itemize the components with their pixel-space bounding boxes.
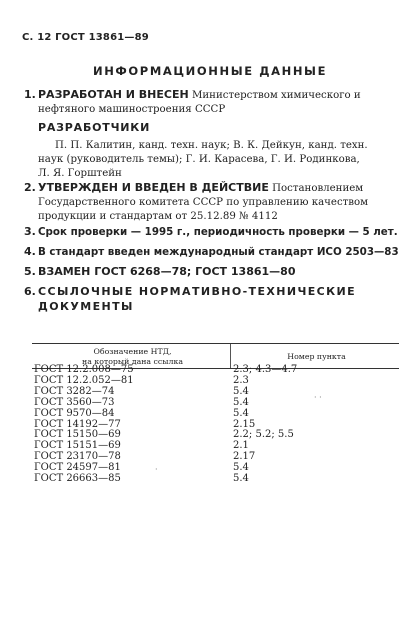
section-number: 4. [24, 245, 36, 258]
table-cell-item: 5.4 [233, 407, 249, 419]
page-title: ИНФОРМАЦИОННЫЕ ДАННЫЕ [92, 64, 328, 78]
section-lead: ССЫЛОЧНЫЕ НОРМАТИВНО-ТЕХНИЧЕСКИЕ ДОКУМЕНТЫ [38, 285, 357, 313]
section-1 [24, 88, 399, 117]
item-column [233, 365, 297, 485]
table-cell-doc: ГОСТ 15151—69 [34, 440, 121, 452]
section-5 [24, 265, 399, 280]
developers-line: П. П. Калитин, канд. техн. наук; В. К. Дейкун, канд. техн. [55, 140, 368, 151]
section-6 [24, 285, 399, 315]
section-number: 5. [24, 265, 36, 278]
section-number: 3. [24, 225, 36, 238]
table-cell-item: 2.17 [233, 451, 256, 463]
scan-speck: · [155, 465, 158, 474]
table-cell-item: 2.15 [233, 418, 256, 430]
table-cell-doc: ГОСТ 24597—81 [34, 462, 121, 474]
page-number: С. 12 [22, 32, 52, 43]
section-2 [24, 181, 399, 224]
table-cell-doc: ГОСТ 12.2.008—75 [34, 364, 134, 375]
section-text: Постановлением Государственного комитета СССР по управлению качеством продукции и стандартам от 25.12.89 № 4112 [38, 183, 369, 222]
table-cell-item: 2.3 [233, 374, 249, 386]
section-number: 1. [24, 88, 36, 101]
table-cell-item: 2.1 [233, 440, 249, 452]
section-text: В стандарт введен международный стандарт ИСО 2503—83 [38, 246, 399, 258]
developers-line: наук (руководитель темы); Г. И. Карасева, Г. И. Родинкова, [38, 154, 360, 165]
page-header [22, 31, 149, 43]
developers-list [38, 139, 400, 181]
developers-line: Л. Я. Горштейн [38, 168, 122, 179]
table-cell-doc: ГОСТ 23170—78 [34, 451, 121, 463]
section-lead: РАЗРАБОТАН И ВНЕСЕН [38, 88, 189, 101]
document-column [34, 365, 134, 485]
developers-heading: РАЗРАБОТЧИКИ [38, 121, 151, 134]
table-cell-doc: ГОСТ 26663—85 [34, 473, 121, 485]
standard-code: ГОСТ 13861—89 [55, 32, 149, 43]
table-cell-item: 2.3; 4.3—4.7 [233, 364, 298, 375]
section-text: Срок проверки — 1995 г., периодичность проверки — 5 лет. [38, 226, 398, 238]
column-header-line: Обозначение НТД, [93, 347, 172, 356]
table-cell-doc: ГОСТ 9570—84 [34, 407, 115, 419]
table-header-divider [230, 344, 231, 368]
table-top-rule [32, 343, 399, 344]
table-cell-doc: ГОСТ 3282—74 [34, 385, 115, 397]
column-header-line: на который дана ссылка [82, 357, 183, 366]
table-cell-item: 5.4 [233, 473, 249, 485]
table-cell-item: 5.4 [233, 396, 249, 408]
table-cell-doc: ГОСТ 14192—77 [34, 418, 121, 430]
section-lead: ВЗАМЕН ГОСТ 6268—78; ГОСТ 13861—80 [38, 265, 296, 278]
section-number: 6. [24, 285, 36, 298]
section-number: 2. [24, 181, 36, 194]
section-lead: УТВЕРЖДЕН И ВВЕДЕН В ДЕЙСТВИЕ [38, 181, 269, 194]
table-cell-item: 5.4 [233, 462, 249, 474]
column-header-item: Номер пункта [287, 352, 346, 361]
table-cell-doc: ГОСТ 12.2.052—81 [34, 374, 134, 386]
table-cell-doc: ГОСТ 15150—69 [34, 429, 121, 441]
section-3 [24, 225, 399, 240]
section-4 [24, 245, 399, 260]
table-cell-item: 5.4 [233, 385, 249, 397]
scan-speck: · · [314, 393, 322, 402]
section-text: Министерством химического и нефтяного машиностроения СССР [38, 90, 361, 115]
table-cell-doc: ГОСТ 3560—73 [34, 396, 115, 408]
table-cell-item: 2.2; 5.2; 5.5 [233, 429, 294, 441]
